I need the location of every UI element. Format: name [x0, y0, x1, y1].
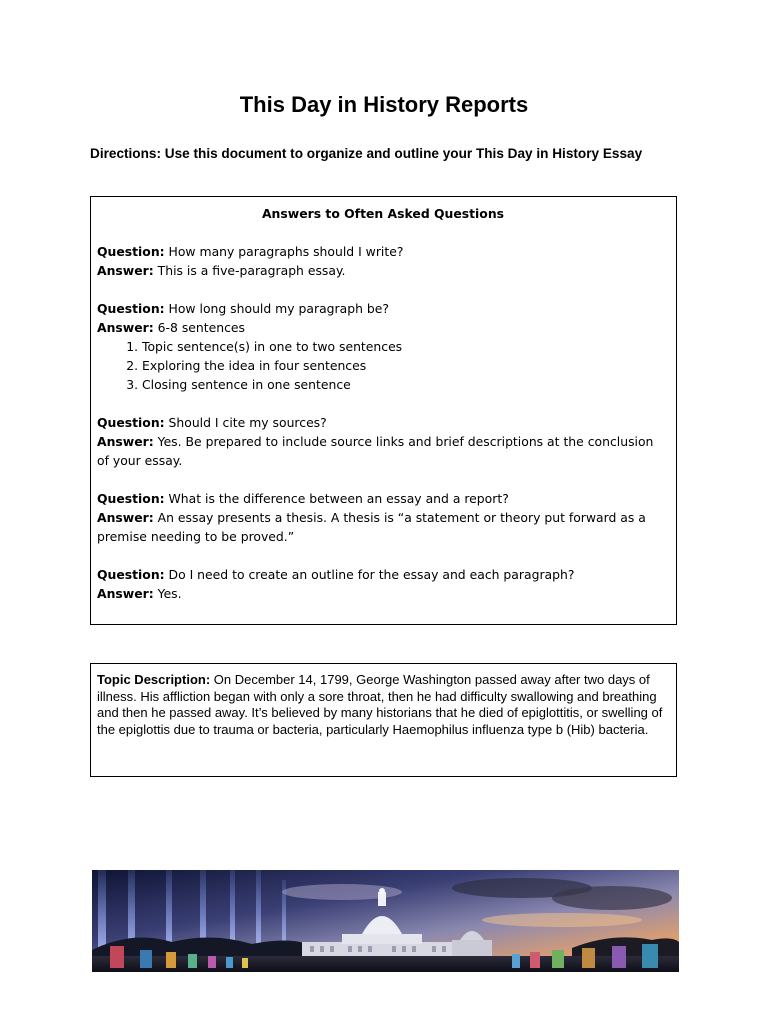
- answer-label: Answer:: [97, 320, 154, 335]
- topic-label: Topic Description:: [97, 672, 211, 687]
- list-item: 3. Closing sentence in one sentence: [142, 375, 669, 394]
- topic-description-box: [90, 663, 677, 777]
- faq-question: [97, 242, 669, 261]
- faq-question: [97, 565, 669, 584]
- answer-text: Yes. Be prepared to include source links and brief descriptions at the conclusion of your essay.: [97, 434, 654, 468]
- faq-answer: [97, 261, 669, 280]
- answer-text: An essay presents a thesis. A thesis is “a statement or theory put forward as a premise needing to be proved.”: [97, 510, 646, 544]
- faq-item: [97, 299, 669, 394]
- faq-question: [97, 413, 669, 432]
- faq-answer: [97, 318, 669, 337]
- answer-label: Answer:: [97, 510, 154, 525]
- answer-label: Answer:: [97, 586, 154, 601]
- question-text: Do I need to create an outline for the essay and each paragraph?: [164, 567, 575, 582]
- directions-text: Directions: Use this document to organize and outline your This Day in History Essay: [90, 146, 643, 161]
- question-label: Question:: [97, 301, 165, 316]
- answer-label: Answer:: [97, 263, 154, 278]
- list-item: 2. Exploring the idea in four sentences: [142, 356, 669, 375]
- faq-question: [97, 299, 669, 318]
- answer-text: Yes.: [153, 586, 182, 601]
- faq-item: [97, 565, 669, 603]
- capitol-building-image: [92, 870, 679, 972]
- list-item: 1. Topic sentence(s) in one to two sentences: [142, 337, 669, 356]
- question-label: Question:: [97, 491, 165, 506]
- page-title: This Day in History Reports: [239, 92, 529, 117]
- question-label: Question:: [97, 567, 165, 582]
- question-text: How many paragraphs should I write?: [164, 244, 404, 259]
- question-label: Question:: [97, 415, 165, 430]
- faq-heading: Answers to Often Asked Questions: [261, 206, 505, 221]
- faq-answer: [97, 508, 669, 546]
- faq-answer: [97, 584, 669, 603]
- answer-text: This is a five-paragraph essay.: [153, 263, 346, 278]
- answer-label: Answer:: [97, 434, 154, 449]
- sentence-list: [97, 337, 669, 394]
- question-text: How long should my paragraph be?: [164, 301, 389, 316]
- faq-item: [97, 413, 669, 470]
- faq-answer: [97, 432, 669, 470]
- question-text: What is the difference between an essay and a report?: [164, 491, 509, 506]
- topic-text: On December 14, 1799, George Washington passed away after two days of illness. His affliction began with only a sore throat, then he had difficulty swallowing and breathing and then he passed away. It’s believed by many historians that he died of epiglottitis, or swelling of the epiglottis due to trauma or bacteria, particularly Haemophilus influenza type b (Hib) bacteria.: [97, 672, 663, 737]
- faq-box: [90, 196, 677, 625]
- question-text: Should I cite my sources?: [164, 415, 327, 430]
- question-label: Question:: [97, 244, 165, 259]
- answer-text: 6-8 sentences: [153, 320, 245, 335]
- faq-item: [97, 489, 669, 546]
- faq-item: [97, 242, 669, 280]
- faq-question: [97, 489, 669, 508]
